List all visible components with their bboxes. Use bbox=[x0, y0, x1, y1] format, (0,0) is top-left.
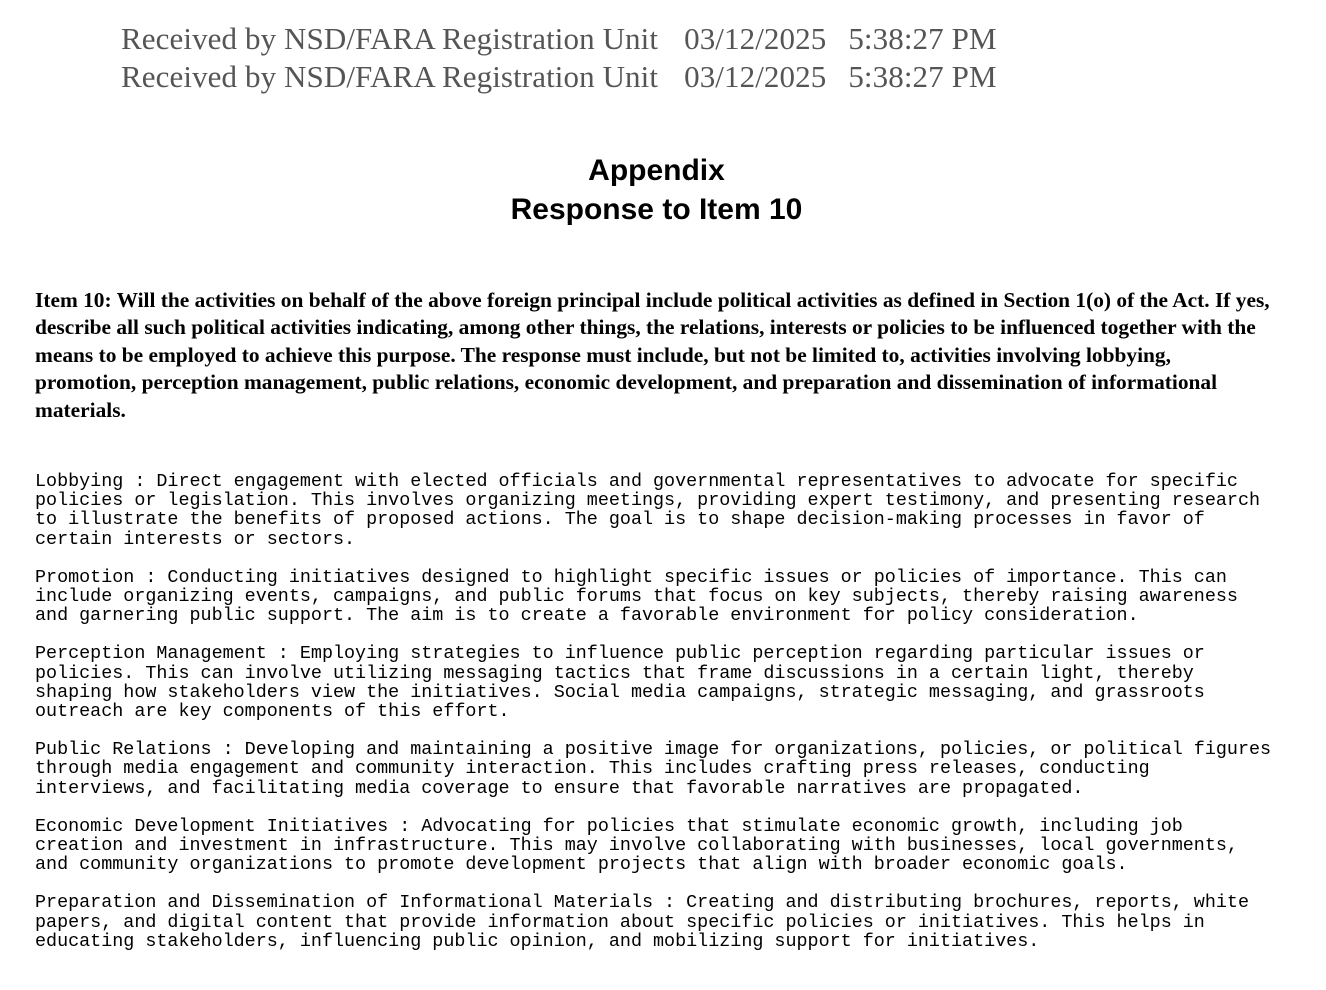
response-line: through media engagement and community interaction. This includes crafting press releases, conducting bbox=[35, 758, 1150, 780]
response-line: certain interests or sectors. bbox=[35, 528, 356, 550]
response-line: educating stakeholders, influencing public opinion, and mobilizing support for initiatives. bbox=[35, 930, 1040, 952]
page-title: Appendix bbox=[588, 154, 725, 187]
response-line: and garnering public support. The aim is to create a favorable environment for policy consideration. bbox=[35, 605, 1139, 627]
response-line: shaping how stakeholders view the initiatives. Social media campaigns, strategic messaging, and grassroots bbox=[35, 681, 1205, 703]
received-stamp bbox=[121, 20, 1121, 96]
response-line: to illustrate the benefits of proposed actions. The goal is to shape decision-making processes in favor of bbox=[35, 509, 1205, 531]
response-line: Perception Management : Employing strategies to influence public perception regarding particular issues or bbox=[35, 643, 1205, 665]
response-line: policies or legislation. This involves organizing meetings, providing expert testimony, and presenting research bbox=[35, 490, 1261, 512]
response-line: Economic Development Initiatives : Advocating for policies that stimulate economic growth, including job bbox=[35, 815, 1183, 837]
response-line: outreach are key components of this effort. bbox=[35, 701, 510, 723]
response-line: creation and investment in infrastructure. This may involve collaborating with businesses, local governments, bbox=[35, 835, 1238, 857]
received-stamp-line bbox=[121, 58, 1121, 96]
response-perception-management bbox=[35, 644, 1295, 721]
response-line: Preparation and Dissemination of Informational Materials : Creating and distributing brochures, reports, white bbox=[35, 892, 1249, 914]
page-subtitle: Response to Item 10 bbox=[510, 193, 803, 226]
stamp-text: Received by NSD/FARA Registration Unit bbox=[121, 21, 659, 56]
received-stamp-line bbox=[121, 20, 1121, 58]
response-promotion bbox=[35, 568, 1295, 626]
stamp-time: 5:38:27 PM bbox=[848, 21, 997, 56]
response-lobbying bbox=[35, 472, 1295, 549]
response-informational-materials bbox=[35, 893, 1295, 951]
stamp-date: 03/12/2025 bbox=[684, 59, 827, 94]
response-line: and community organizations to promote development projects that align with broader economic goals. bbox=[35, 854, 1128, 876]
stamp-time: 5:38:27 PM bbox=[848, 59, 997, 94]
response-public-relations bbox=[35, 740, 1295, 798]
response-line: policies. This can involve utilizing messaging tactics that frame discussions in a certain light, thereby bbox=[35, 662, 1194, 684]
response-line: Public Relations : Developing and maintaining a positive image for organizations, policies, or political figures bbox=[35, 739, 1272, 761]
response-line: Lobbying : Direct engagement with elected officials and governmental representatives to advocate for specific bbox=[35, 471, 1238, 492]
response-line: include organizing events, campaigns, and public forums that focus on key subjects, thereby raising awareness bbox=[35, 586, 1238, 608]
stamp-date: 03/12/2025 bbox=[684, 21, 827, 56]
response-line: interviews, and facilitating media coverage to ensure that favorable narratives are propagated. bbox=[35, 777, 1084, 799]
stamp-text: Received by NSD/FARA Registration Unit bbox=[121, 59, 659, 94]
response-economic-development bbox=[35, 817, 1295, 875]
response-line: Promotion : Conducting initiatives designed to highlight specific issues or policies of importance. This can bbox=[35, 566, 1227, 588]
response-line: papers, and digital content that provide information about specific policies or initiatives. This helps in bbox=[35, 911, 1205, 933]
response-list bbox=[35, 472, 1295, 970]
item-question: Item 10: Will the activities on behalf of the above foreign principal include political activities as defined in Section 1(o) of the Act. If yes, describe all such political activities indicating, among other things, the relations, interests or policies to be influenced together with the means to be employed to achieve this purpose. The response must include, but not be limited to, activities involving lobbying, promotion, perception management, public relations, economic development, and preparation and dissemination of informational materials. bbox=[35, 288, 1270, 422]
